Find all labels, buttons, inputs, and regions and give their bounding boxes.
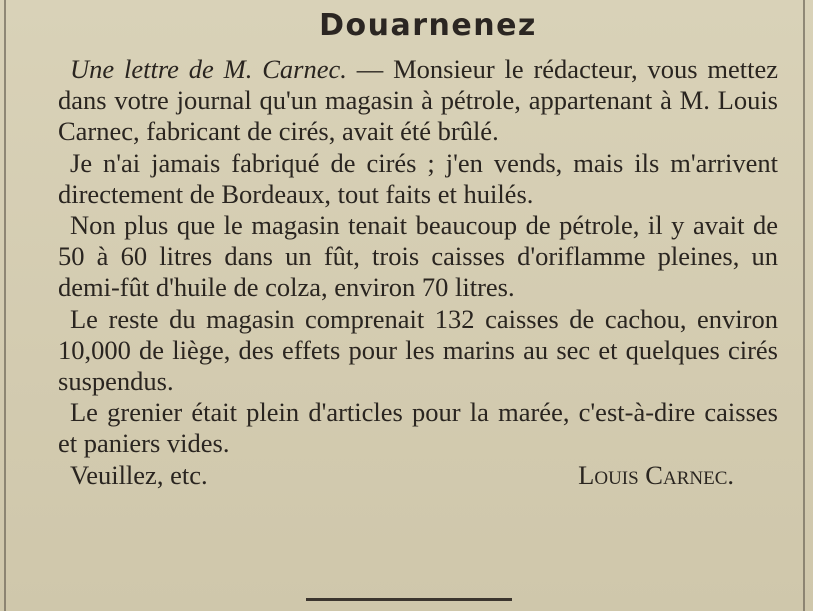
article [58,0,778,491]
signature: Louis Carnec. [578,459,734,490]
signoff-line [58,460,778,491]
article-headline: Douarnenez [319,8,537,43]
paragraph: Je n'ai jamais fabriqué de cirés ; j'en vends, mais ils m'arrivent directement de Bordeaux, tout faits et huilés. [58,147,778,209]
article-body [58,46,778,491]
paragraph-letter-intro [58,54,778,148]
paragraph: Le reste du magasin comprenait 132 caisses de cachou, environ 10,000 de liège, des effets pour les marins au sec et quelques cirés suspendus. [58,303,778,397]
letter-lead: Une lettre de M. Carnec. [70,54,347,84]
column-rule-left [4,0,6,611]
paragraph-text: — Monsieur le rédacteur, vous mettez dans votre journal qu'un magasin à pétrole, appartenant à M. Louis Carnec, fabricant de cirés, avait été brûlé. [58,54,778,147]
article-end-rule [306,598,512,601]
paragraph: Non plus que le magasin tenait beaucoup de pétrole, il y avait de 50 à 60 litres dans un fût, trois caisses d'oriflamme pleines, un demi-fût d'huile de colza, environ 70 litres. [58,210,778,303]
column-rule-right [803,0,805,611]
paragraph: Le grenier était plein d'articles pour la marée, c'est-à-dire caisses et paniers vides. [58,397,778,459]
closing-formula: Veuillez, etc. [70,459,208,490]
